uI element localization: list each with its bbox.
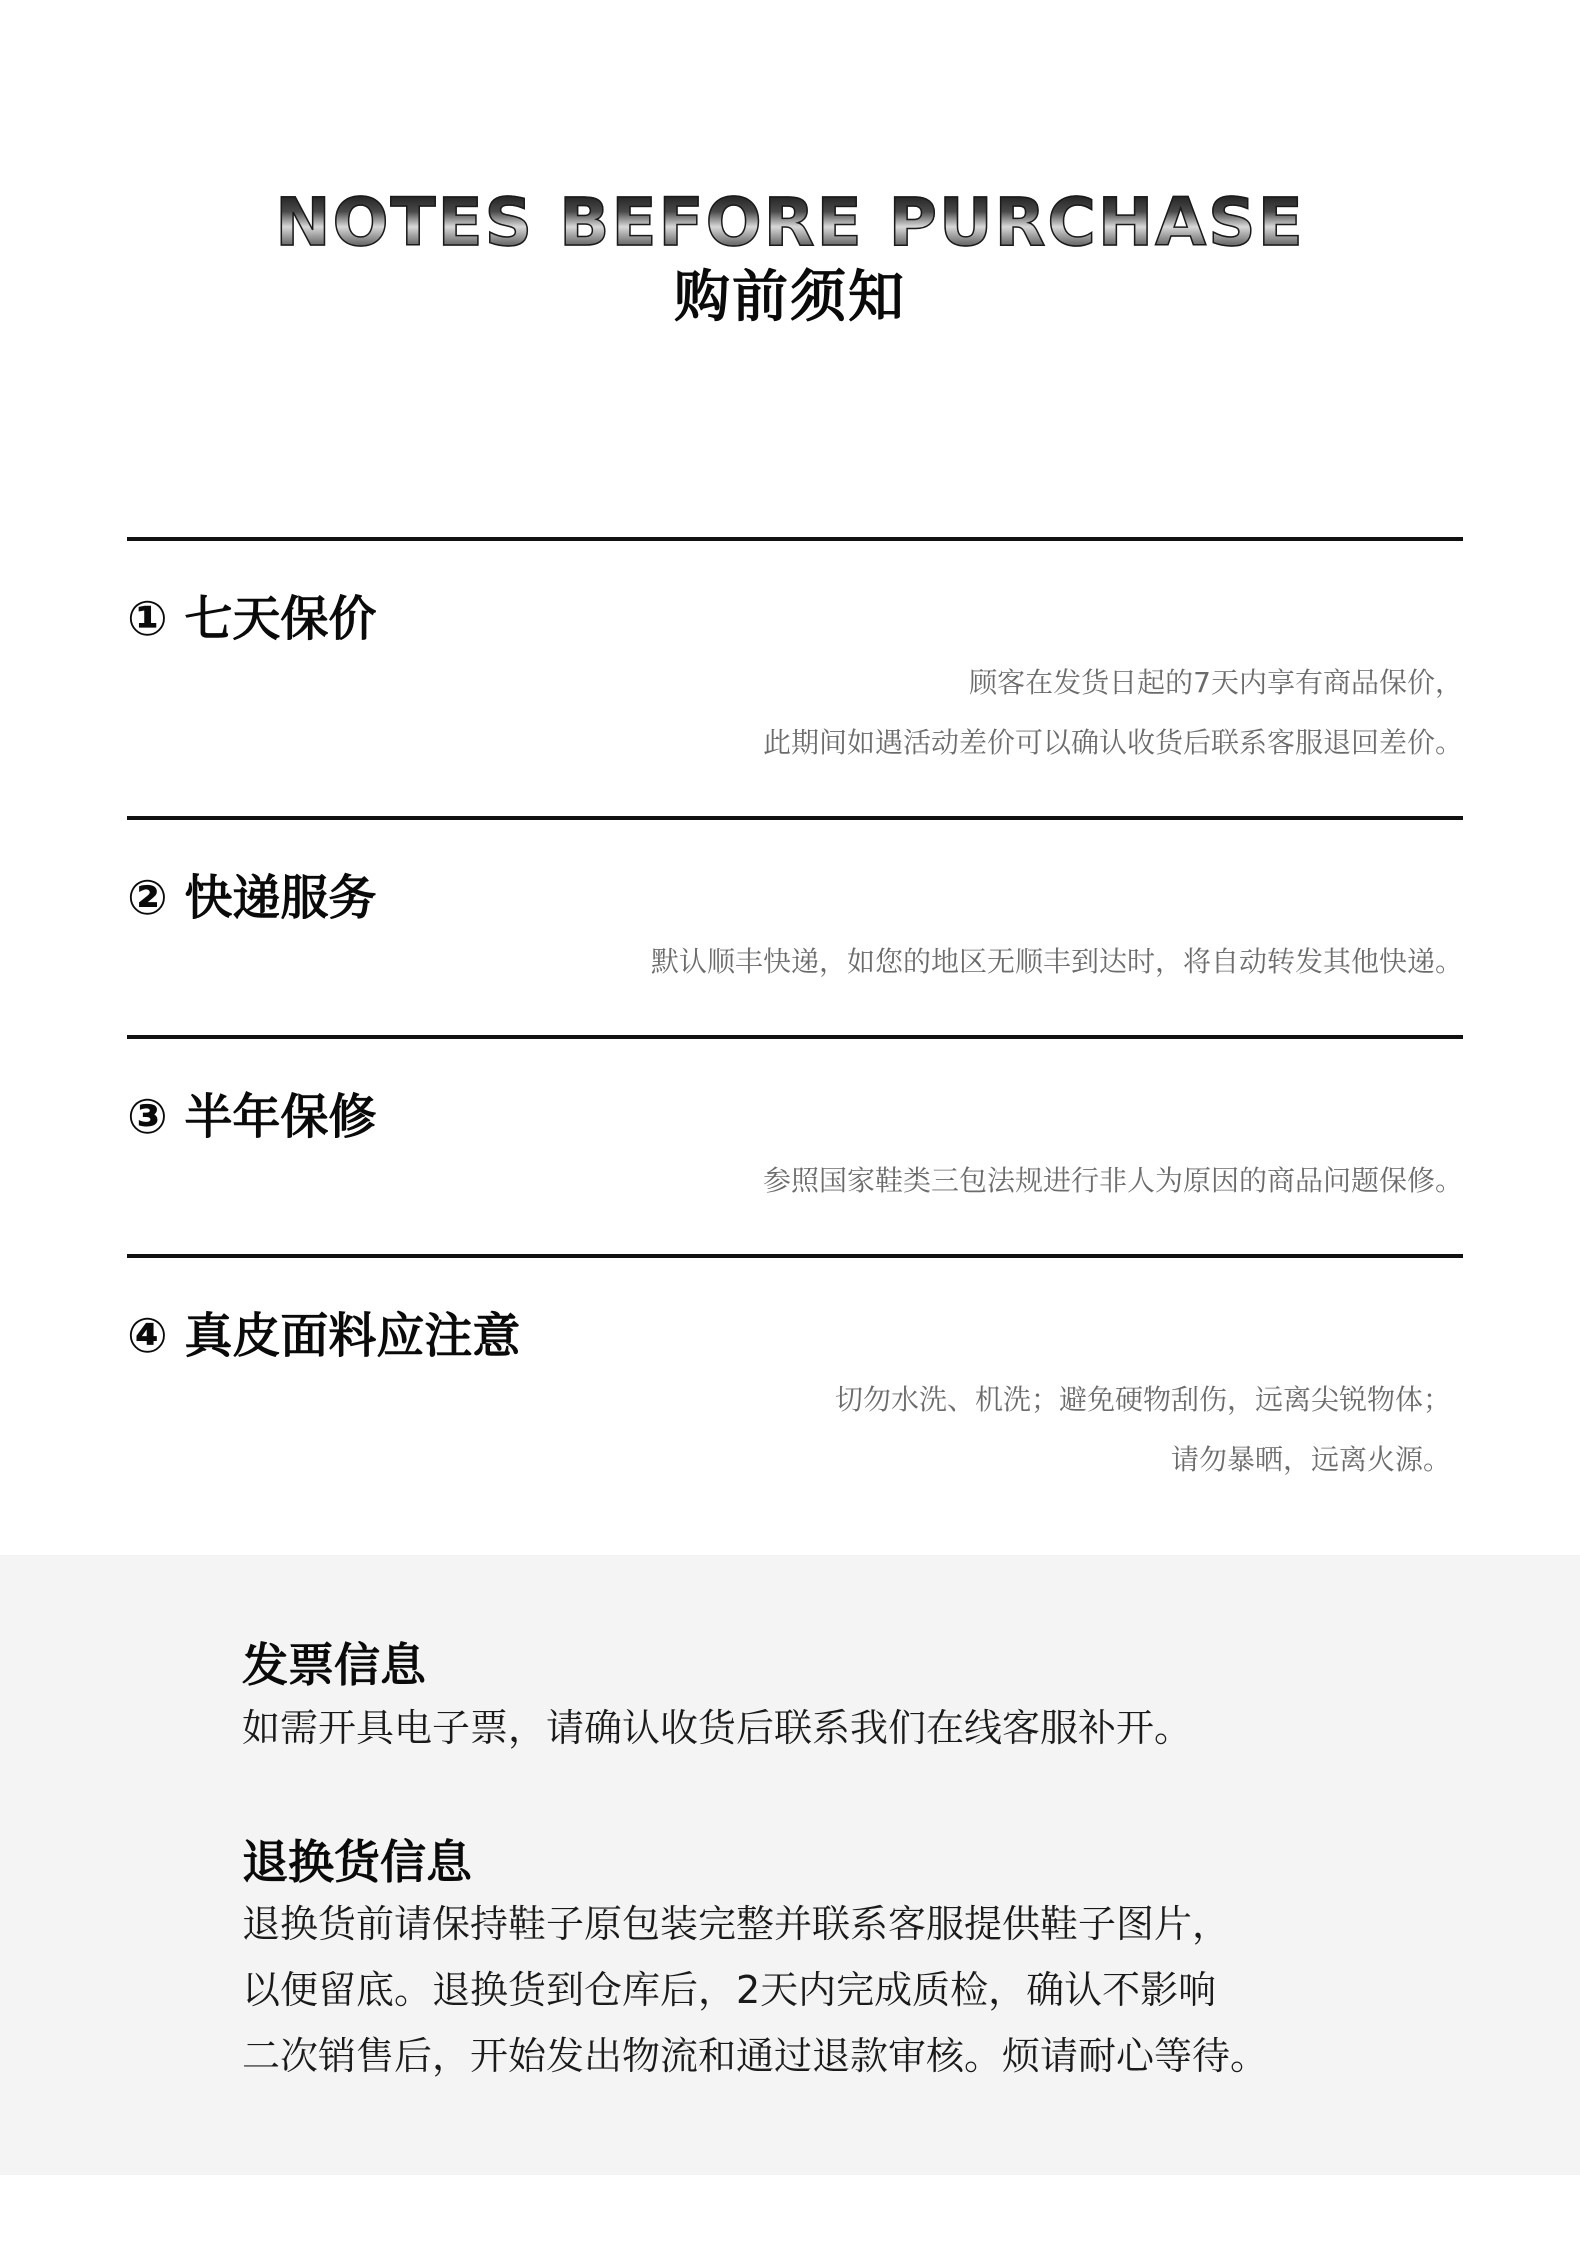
title-english: NOTES BEFORE PURCHASE	[0, 185, 1580, 261]
invoice-text: 如需开具电子票，请确认收货后联系我们在线客服补开。	[242, 1706, 1193, 1750]
title-chinese: 购前须知	[674, 265, 906, 330]
section-title: ③ 半年保修	[127, 1089, 377, 1145]
returns-line: 退换货前请保持鞋子原包装完整并联系客服提供鞋子图片，	[242, 1902, 1231, 1946]
returns-line: 二次销售后，开始发出物流和通过退款审核。烦请耐心等待。	[242, 2034, 1269, 2078]
section-warranty	[127, 1035, 1463, 1259]
section-line: 默认顺丰快递，如您的地区无顺丰到达时，将自动转发其他快递。	[650, 945, 1463, 978]
section-express-service	[127, 816, 1463, 1040]
section-line: 请勿暴晒，远离火源。	[1170, 1443, 1451, 1476]
returns-title: 退换货信息	[242, 1835, 472, 1889]
section-line: 顾客在发货日起的7天内享有商品保价，	[969, 666, 1463, 699]
section-title: ② 快递服务	[127, 870, 377, 926]
section-title: ① 七天保价	[127, 591, 377, 647]
section-line: 此期间如遇活动差价可以确认收货后联系客服退回差价。	[762, 726, 1463, 759]
section-price-protection	[127, 537, 1463, 821]
section-body	[763, 1151, 1463, 1211]
info-panel	[0, 1555, 1580, 2175]
page-header	[0, 185, 1580, 333]
invoice-title: 发票信息	[242, 1638, 426, 1692]
section-body	[763, 653, 1463, 773]
section-body	[835, 1370, 1451, 1490]
section-line: 切勿水洗、机洗；避免硬物刮伤，远离尖锐物体；	[834, 1383, 1451, 1416]
section-title: ④ 真皮面料应注意	[127, 1308, 521, 1364]
section-leather-care	[127, 1254, 1463, 1538]
returns-line: 以便留底。退换货到仓库后，2天内完成质检，确认不影响	[242, 1968, 1217, 2012]
section-body	[651, 932, 1463, 992]
section-line: 参照国家鞋类三包法规进行非人为原因的商品问题保修。	[762, 1164, 1463, 1197]
